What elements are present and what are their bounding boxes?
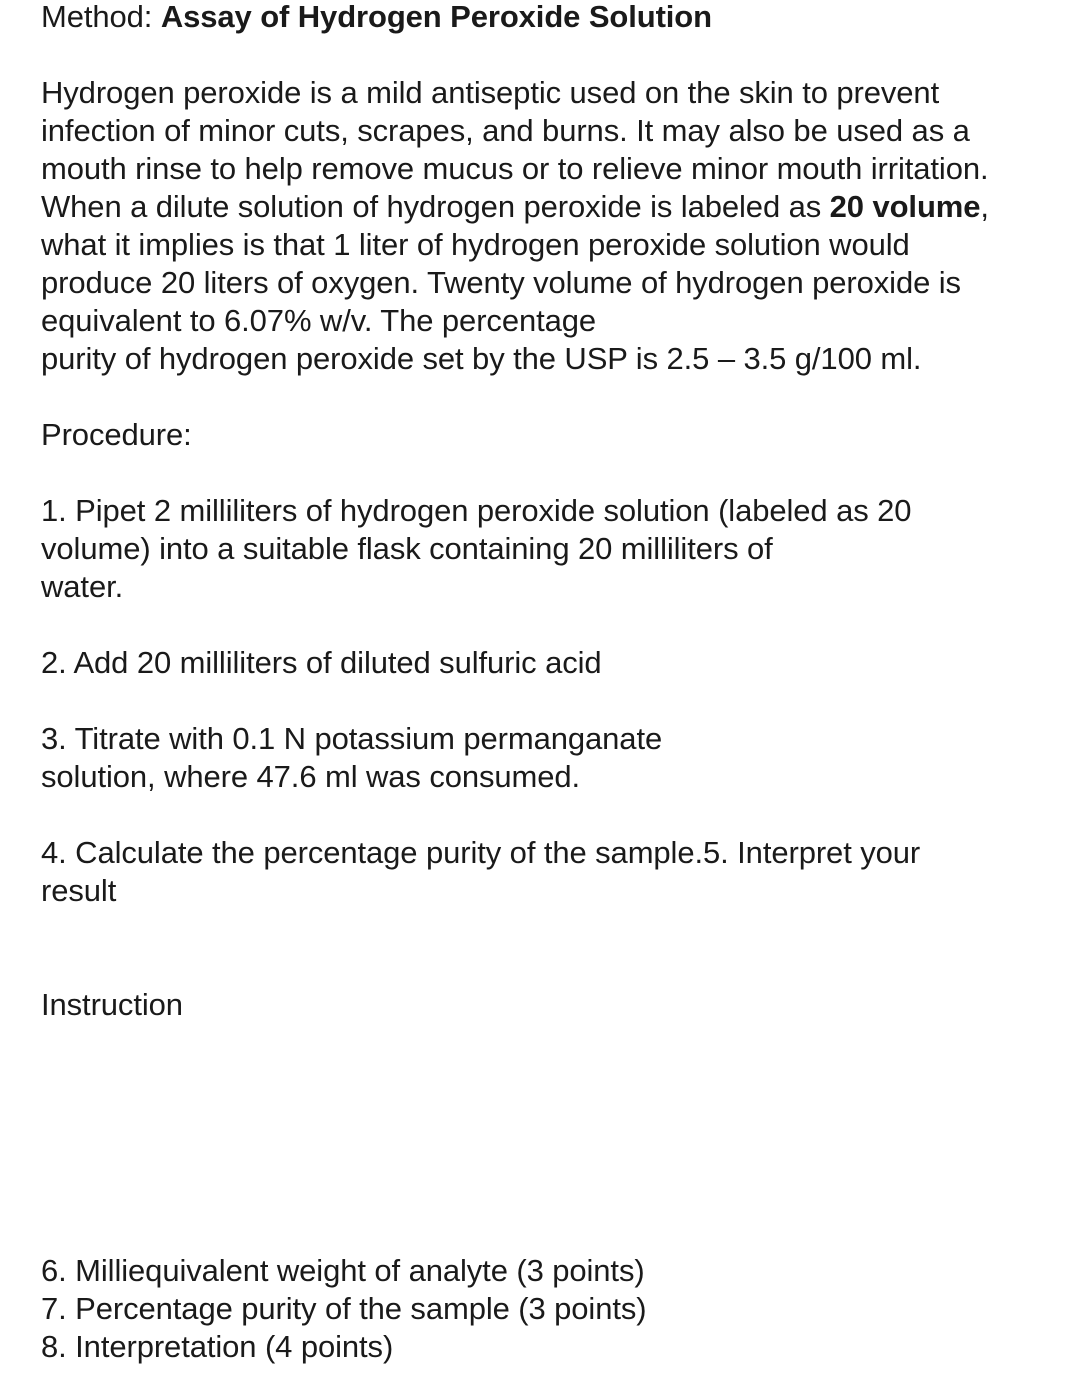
step-4-line-2: result — [41, 873, 117, 908]
intro-line-4-comma: , — [980, 189, 989, 224]
step-4-line-1: 4. Calculate the percentage purity of the sample.5. Interpret your — [41, 835, 921, 870]
step-3-line-2: solution, where 47.6 ml was consumed. — [41, 759, 581, 794]
instruction-item-8: 8. Interpretation (4 points) — [41, 1329, 394, 1364]
procedure-step-2: 2. Add 20 milliliters of diluted sulfuric acid — [41, 645, 602, 680]
intro-line-4 — [41, 188, 989, 226]
twenty-volume-label: 20 volume — [829, 189, 981, 224]
step-1-line-1: 1. Pipet 2 milliliters of hydrogen peroxide solution (labeled as 20 — [41, 493, 912, 528]
intro-line-8: purity of hydrogen peroxide set by the USP is 2.5 – 3.5 g/100 ml. — [41, 341, 922, 376]
step-1-line-2: volume) into a suitable flask containing 20 milliliters of — [41, 531, 773, 566]
intro-line-6: produce 20 liters of oxygen. Twenty volume of hydrogen peroxide is — [41, 265, 961, 300]
intro-line-2: infection of minor cuts, scrapes, and burns. It may also be used as a — [41, 113, 970, 148]
intro-line-3: mouth rinse to help remove mucus or to relieve minor mouth irritation. — [41, 151, 989, 186]
intro-line-1: Hydrogen peroxide is a mild antiseptic used on the skin to prevent — [41, 75, 940, 110]
procedure-heading: Procedure: — [41, 417, 192, 452]
intro-line-5: what it implies is that 1 liter of hydrogen peroxide solution would — [41, 227, 910, 262]
step-3-line-1: 3. Titrate with 0.1 N potassium permanganate — [41, 721, 663, 756]
intro-line-4-text: When a dilute solution of hydrogen peroxide is labeled as — [41, 189, 830, 224]
instruction-item-7: 7. Percentage purity of the sample (3 points) — [41, 1291, 647, 1326]
instruction-heading: Instruction — [41, 987, 183, 1022]
step-1-line-3: water. — [41, 569, 124, 604]
instruction-item-6: 6. Milliequivalent weight of analyte (3 points) — [41, 1253, 645, 1288]
method-title — [41, 0, 712, 36]
method-label: Method: — [41, 0, 161, 34]
intro-line-7: equivalent to 6.07% w/v. The percentage — [41, 303, 597, 338]
method-name: Assay of Hydrogen Peroxide Solution — [160, 0, 712, 34]
